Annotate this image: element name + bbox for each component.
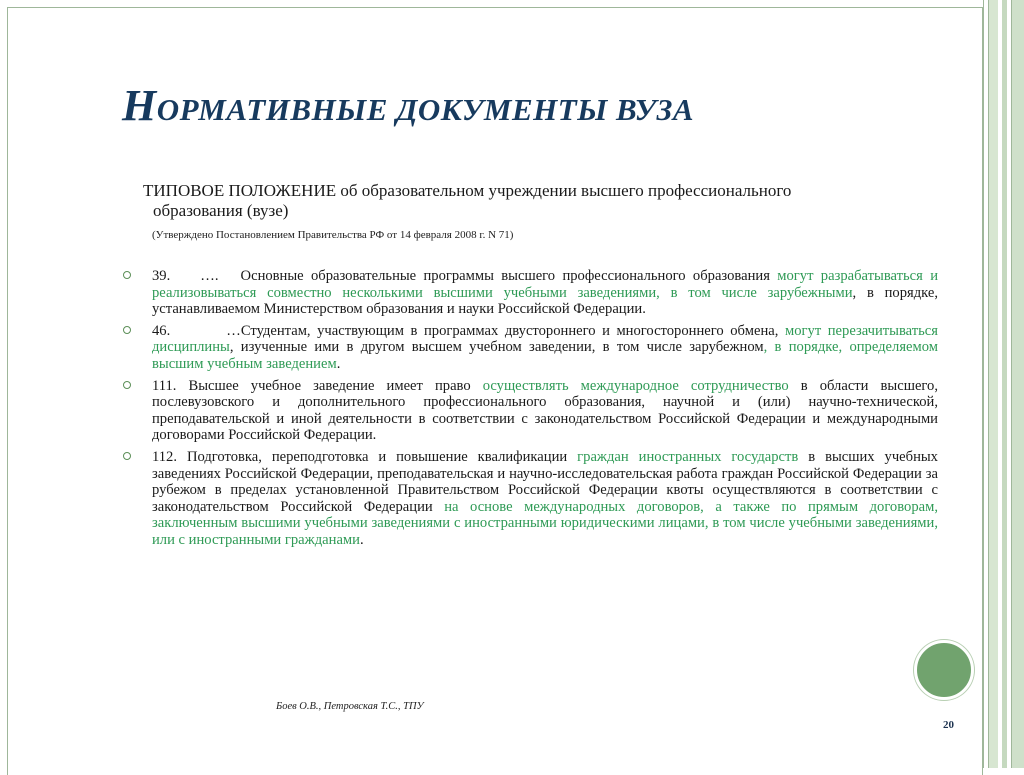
- title-rest: ОРМАТИВНЫЕ ДОКУМЕНТЫ ВУЗА: [156, 92, 695, 127]
- item-highlight: могут разрабатываться и реализовываться совместно несколькими высшими учебными заведениями, в том числе зарубежными: [152, 268, 939, 301]
- decor-stripe: [1011, 0, 1024, 768]
- item-number: 46.: [152, 322, 171, 339]
- list-item: [152, 268, 938, 318]
- item-text: в высших учебных заведениях Российской Федерации, преподавательская и научно-исследовательская работа граждан Российской Федерации за рубежом в пределах установленной Правительством Российской Федерации квоты осуществляются в соответствии с законодательством Российской Федерации: [152, 448, 938, 515]
- approval-note: (Утверждено Постановлением Правительства РФ от 14 февраля 2008 г. N 71): [152, 229, 514, 241]
- decor-stripe: [989, 0, 998, 768]
- intro-caps: ТИПОВОЕ ПОЛОЖЕНИЕ: [143, 181, 337, 200]
- item-text: в области высшего, послевузовского и дополнительного профессионального образования, научной и (или) научно-технической, преподавательской и иной деятельности в соответствии с законодательством Российской Федерации и международными договорами Российской Федерации.: [152, 377, 938, 444]
- bullet-circle-icon: [123, 452, 131, 460]
- list-item: [152, 323, 938, 373]
- item-highlight: могут перезачитываться дисциплины: [152, 322, 938, 356]
- intro-rest: об образовательном учреждении высшего профессионального: [336, 181, 792, 200]
- item-text: Основные образовательные программы высшего профессионального образования: [240, 268, 778, 284]
- title-initial: Н: [122, 81, 157, 130]
- page-number: 20: [943, 719, 954, 731]
- item-text: …Студентам, участвующим в программах двустороннего и многостороннего обмена,: [226, 322, 785, 339]
- bullet-circle-icon: [123, 271, 131, 279]
- footer-authors: Боев О.В., Петровская Т.С., ТПУ: [276, 701, 424, 712]
- decor-circle: [914, 640, 974, 700]
- item-text: .: [336, 355, 341, 372]
- list-item: [152, 449, 938, 549]
- item-text: 111. Высшее учебное заведение имеет право: [152, 377, 483, 394]
- item-text: .: [359, 531, 364, 548]
- item-highlight: на основе международных договоров, а также по прямым договорам, заключенным высшими учебными заведениями с иностранными юридическими лицами, в том числе учебными заведениями, или с иностранными гражданами: [152, 498, 938, 548]
- intro-line2: образования (вузе): [153, 201, 289, 220]
- list-item: [152, 378, 938, 444]
- item-number: 39.: [152, 268, 171, 284]
- slide-title: [122, 80, 902, 131]
- item-highlight: граждан иностранных государств: [577, 448, 799, 465]
- intro-text: [143, 181, 943, 221]
- item-text: 112. Подготовка, переподготовка и повышение квалификации: [152, 448, 578, 465]
- item-text: , изученные ими в другом высшем учебном заведении, в том числе зарубежном: [229, 339, 764, 356]
- item-highlight: осуществлять международное сотрудничество: [482, 377, 789, 394]
- item-text: , в порядке, устанавливаемом Министерством образования и науки Российской Федерации.: [152, 284, 938, 318]
- bullet-circle-icon: [123, 326, 131, 334]
- item-highlight: , в порядке, определяемом высшим учебным заведением: [152, 339, 938, 372]
- bullet-list: [152, 268, 938, 554]
- bullet-circle-icon: [123, 381, 131, 389]
- item-dots: ….: [200, 268, 219, 284]
